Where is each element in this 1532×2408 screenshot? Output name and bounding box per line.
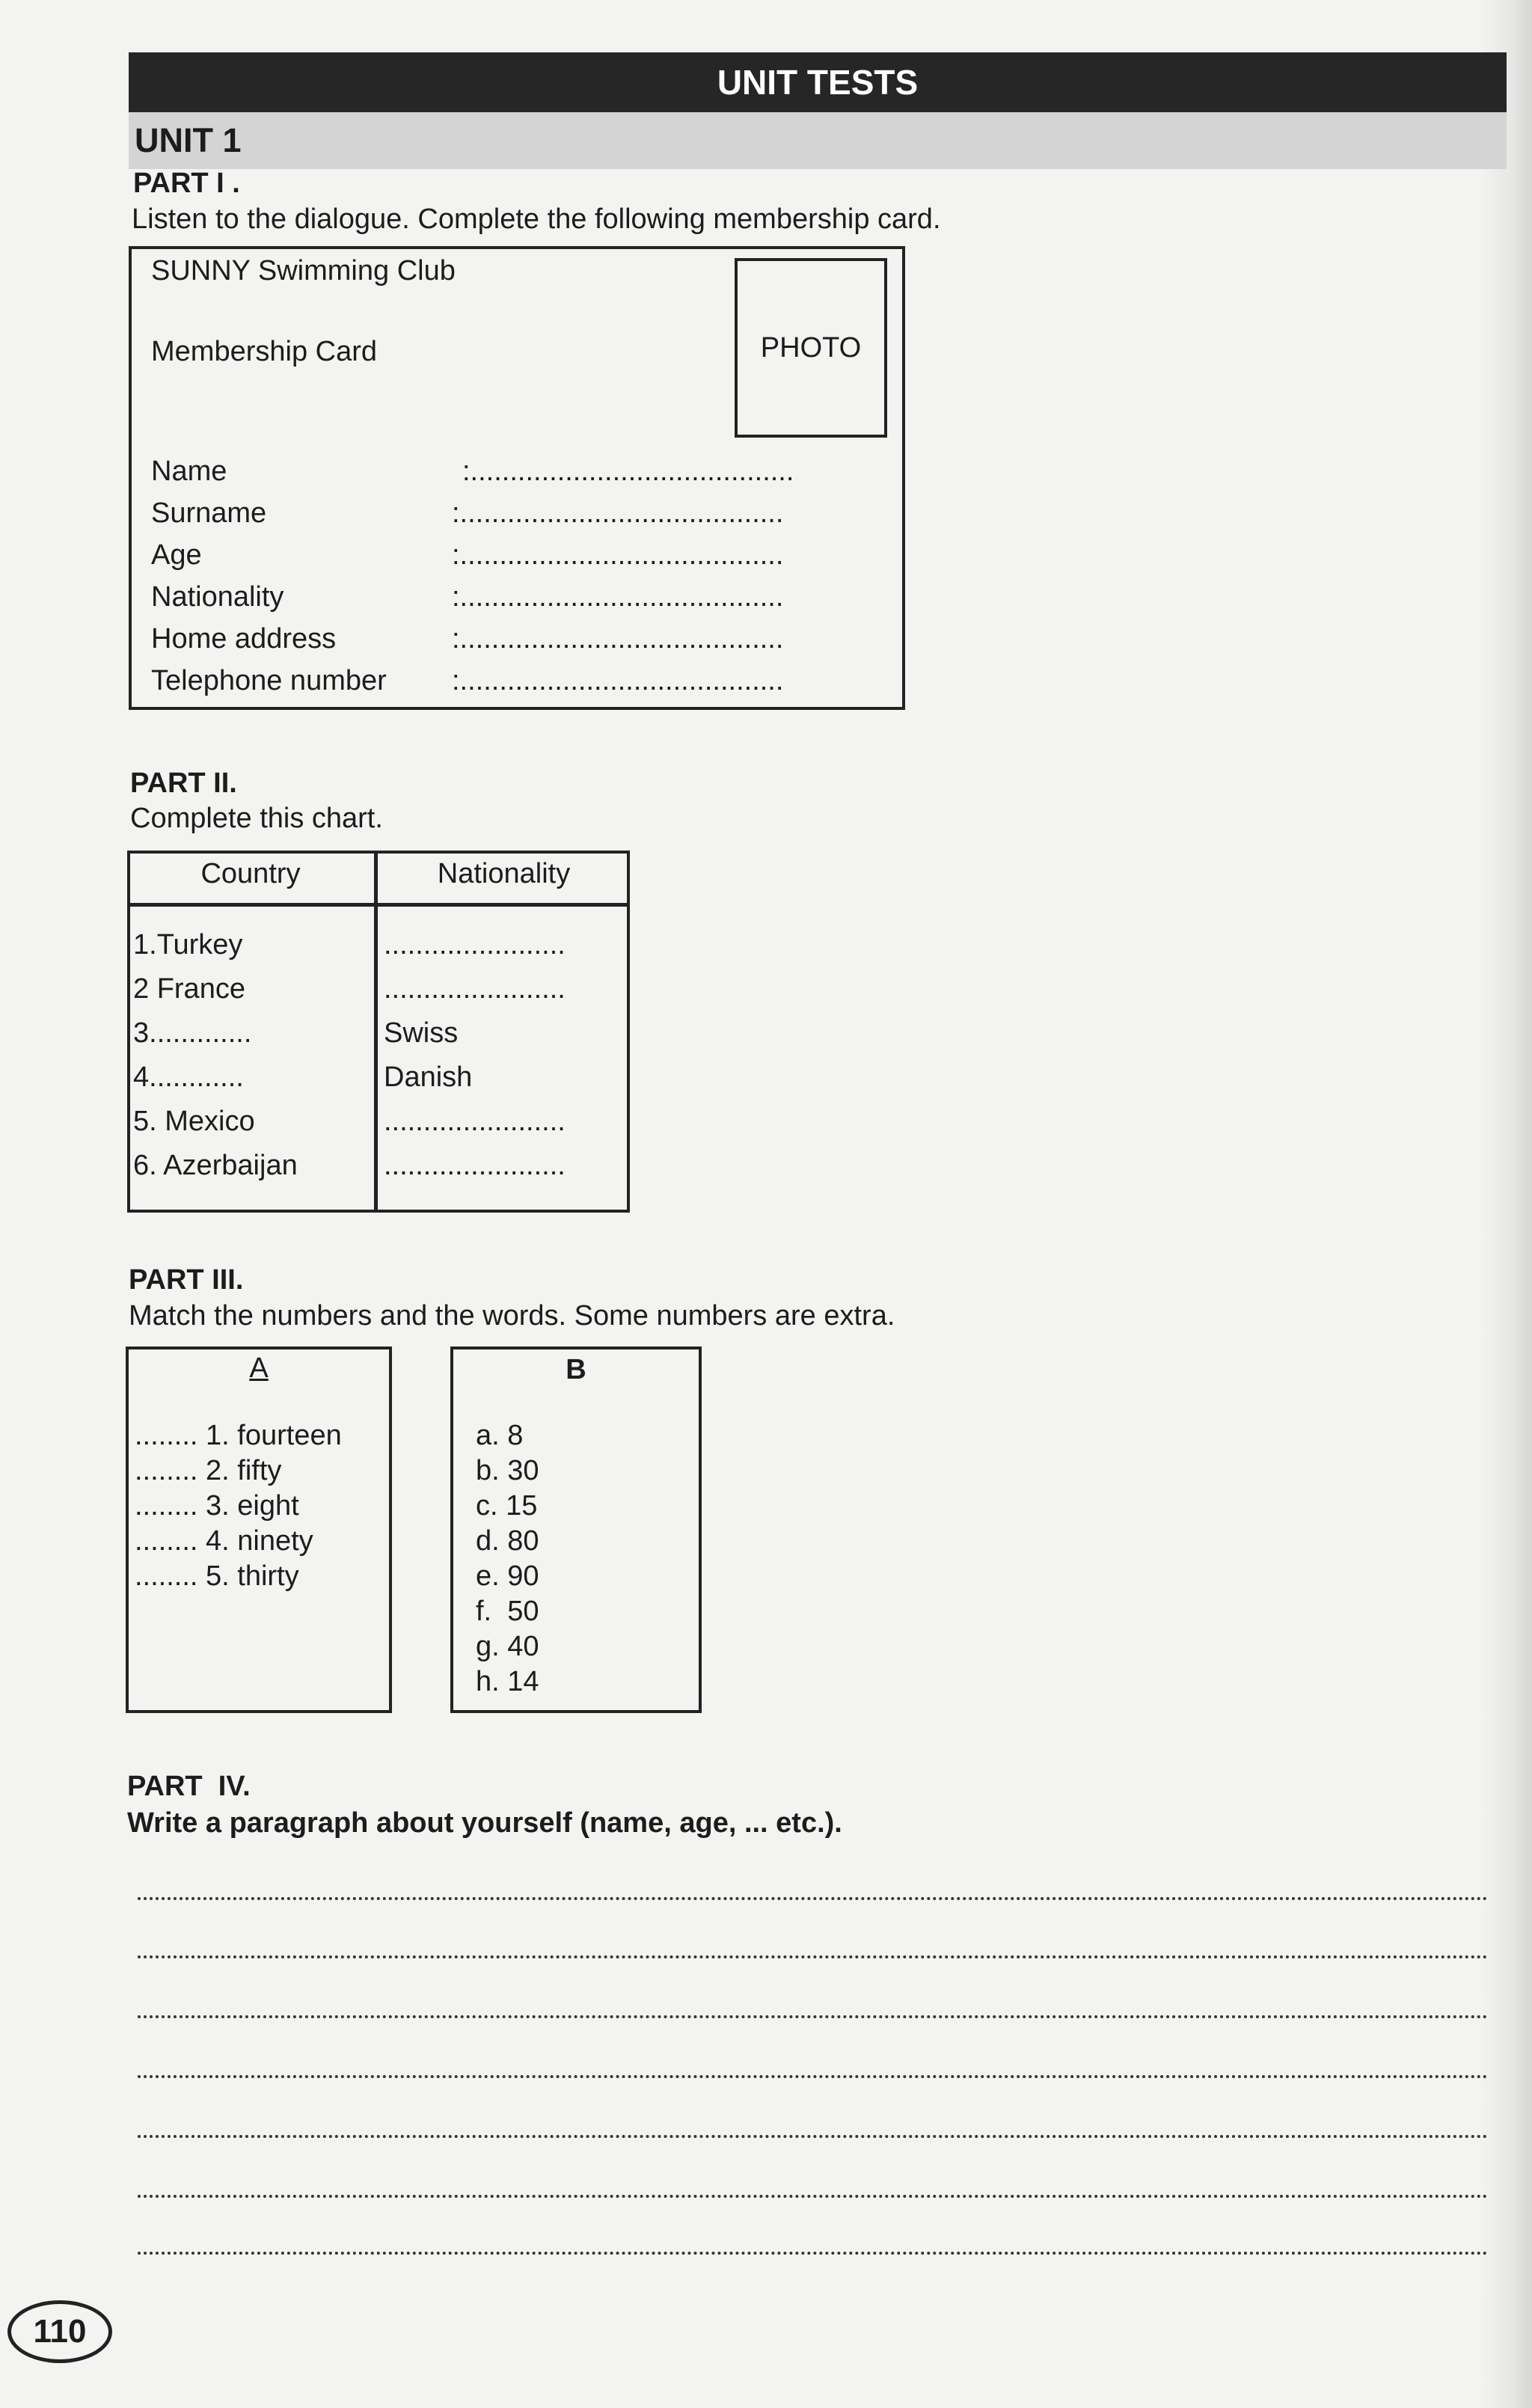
writing-line[interactable] [138,1955,1488,1958]
field-age-blank[interactable]: :......................................... [452,539,784,571]
field-name-blank[interactable]: :......................................... [462,456,794,487]
photo-label: PHOTO [760,331,862,364]
part4-title: PART IV. [127,1771,251,1802]
part4-instruction: Write a paragraph about yourself (name, age, ... etc.). [127,1807,842,1839]
part3-title: PART III. [129,1264,244,1296]
table-cell-nationality[interactable]: ....................... [384,929,566,961]
writing-line[interactable] [138,2075,1488,2078]
column-b-title: B [566,1354,586,1385]
part3-instruction: Match the numbers and the words. Some numbers are extra. [129,1300,895,1332]
table-header-nationality: Nationality [437,858,571,889]
table-cell-country: 2 France [133,973,245,1005]
part1-title: PART I . [133,168,240,199]
writing-line[interactable] [138,2135,1488,2138]
card-title: Membership Card [151,336,377,367]
table-cell-nationality[interactable]: ....................... [384,973,566,1005]
table-header-divider [127,903,630,907]
table-cell-country[interactable]: 3............. [133,1017,252,1049]
field-age-label: Age [151,539,202,571]
match-item-b: a. 8 [476,1420,524,1451]
table-cell-nationality: Swiss [384,1017,459,1049]
field-surname-blank[interactable]: :......................................... [452,497,784,529]
page-number [7,2300,112,2363]
table-cell-nationality[interactable]: ....................... [384,1150,566,1181]
club-name: SUNNY Swimming Club [151,255,456,287]
match-item-b: f. 50 [476,1596,539,1627]
field-home-address-blank[interactable]: :......................................... [452,623,784,655]
match-item-b: c. 15 [476,1490,538,1522]
field-nationality-label: Nationality [151,581,284,613]
table-cell-nationality[interactable]: ....................... [384,1106,566,1137]
match-column-a [126,1347,392,1713]
table-cell-country[interactable]: 4............ [133,1061,244,1093]
unit-tests-header: UNIT TESTS [129,52,1507,112]
part1-instruction: Listen to the dialogue. Complete the following membership card. [132,203,941,235]
unit-title: UNIT 1 [129,112,1507,169]
match-item-a[interactable]: ........ 5. thirty [135,1560,299,1592]
page-number-text: 110 [33,2313,87,2350]
photo-box [735,258,887,438]
writing-line[interactable] [138,2195,1488,2198]
match-item-b: b. 30 [476,1455,539,1486]
field-surname-label: Surname [151,497,267,529]
field-home-address-label: Home address [151,623,337,655]
country-nationality-table [127,851,630,1213]
part2-instruction: Complete this chart. [130,803,383,834]
writing-line[interactable] [138,2015,1488,2018]
match-item-a[interactable]: ........ 2. fifty [135,1455,282,1486]
table-cell-nationality: Danish [384,1061,473,1093]
match-item-a[interactable]: ........ 3. eight [135,1490,299,1522]
match-item-b: e. 90 [476,1560,539,1592]
table-cell-country: 6. Azerbaijan [133,1150,298,1181]
table-header-country: Country [200,858,301,889]
table-cell-country: 5. Mexico [133,1106,255,1137]
match-item-b: g. 40 [476,1631,539,1662]
writing-line[interactable] [138,1897,1488,1900]
match-item-b: d. 80 [476,1525,539,1557]
match-item-a[interactable]: ........ 1. fourteen [135,1420,342,1451]
match-item-a[interactable]: ........ 4. ninety [135,1525,313,1557]
field-nationality-blank[interactable]: :......................................... [452,581,784,613]
membership-card [129,246,905,710]
field-telephone-blank[interactable]: :......................................... [452,665,784,696]
match-item-b: h. 14 [476,1666,539,1697]
part2-title: PART II. [130,768,237,799]
match-column-b [450,1347,702,1713]
table-cell-country: 1.Turkey [133,929,243,961]
column-a-title: A [249,1352,269,1384]
page-edge-shadow [1480,0,1532,2408]
field-name-label: Name [151,456,227,487]
writing-line[interactable] [138,2252,1488,2255]
field-telephone-label: Telephone number [151,665,387,696]
